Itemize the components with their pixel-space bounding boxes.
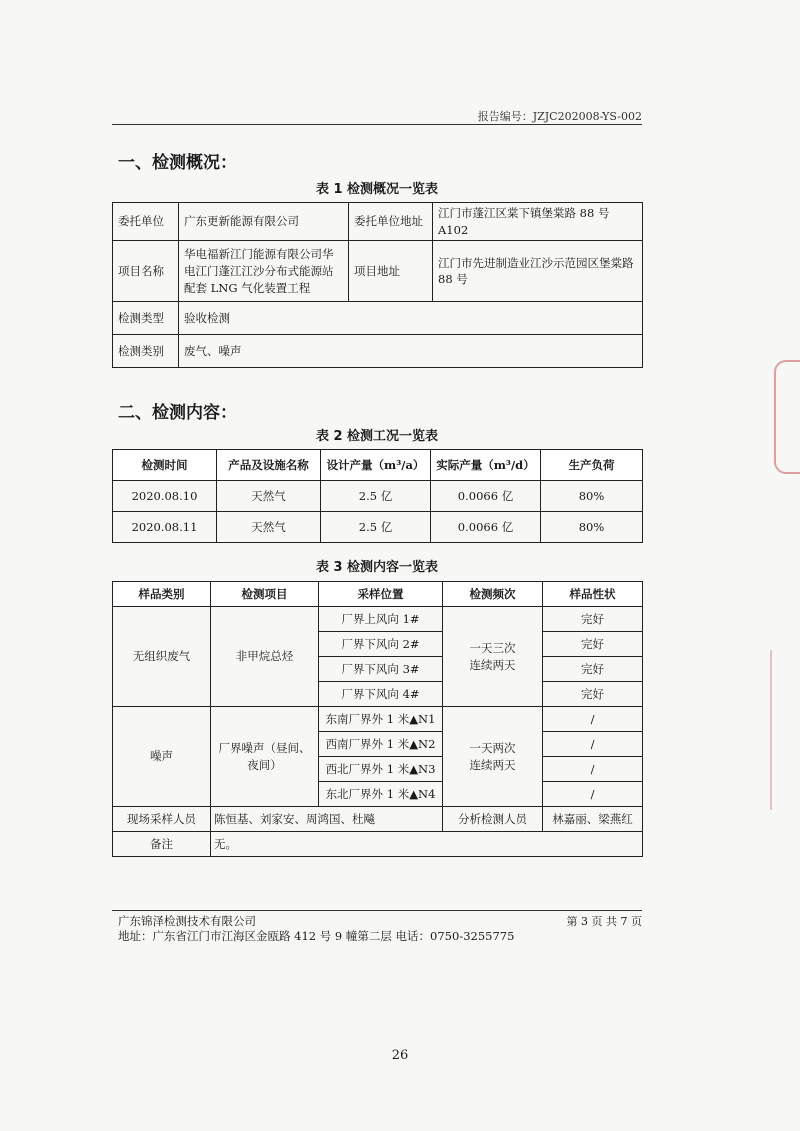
sampling-position: 厂界上风向 1#: [319, 607, 443, 632]
footer-address: 地址：广东省江门市江海区金瓯路 412 号 9 幢第二层 电话：0750-3255775: [118, 929, 515, 943]
table-row: [113, 512, 643, 543]
sample-state: /: [543, 707, 643, 732]
sample-state: 完好: [543, 607, 643, 632]
client-label: 委托单位: [113, 203, 179, 241]
seal-stamp-icon: [774, 360, 800, 474]
column-header: 样品性状: [543, 582, 643, 607]
table1-caption: 表 1 检测概况一览表: [315, 182, 439, 197]
noise-frequency: 一天两次 连续两天: [443, 707, 543, 807]
sampler-label: 现场采样人员: [113, 807, 211, 832]
table-row: [113, 607, 643, 632]
inspection-category-value: 废气、噪声: [179, 335, 643, 368]
table-cell: 0.0066 亿: [431, 481, 541, 512]
table-row: [113, 832, 643, 857]
table-cell: 天然气: [217, 481, 321, 512]
sample-state: 完好: [543, 682, 643, 707]
table-row: [113, 203, 643, 241]
footer-company: 广东锦泽检测技术有限公司: [118, 914, 256, 928]
inspection-category-label: 检测类别: [113, 335, 179, 368]
table3-caption: 表 3 检测内容一览表: [315, 560, 439, 575]
table-row: [113, 481, 643, 512]
table-cell: 2.5 亿: [321, 512, 431, 543]
table-cell: 80%: [541, 481, 643, 512]
sample-state: /: [543, 757, 643, 782]
header-rule: [112, 124, 642, 125]
gas-category: 无组织废气: [113, 607, 211, 707]
table-cell: 天然气: [217, 512, 321, 543]
table-cell: 80%: [541, 512, 643, 543]
table2-caption: 表 2 检测工况一览表: [315, 429, 439, 444]
project-address-label: 项目地址: [349, 241, 433, 302]
sampling-position: 西北厂界外 1 米▲N3: [319, 757, 443, 782]
column-header: 生产负荷: [541, 450, 643, 481]
table-header-row: [113, 450, 643, 481]
sampling-position: 东南厂界外 1 米▲N1: [319, 707, 443, 732]
table-cell: 0.0066 亿: [431, 512, 541, 543]
sampling-position: 东北厂界外 1 米▲N4: [319, 782, 443, 807]
sampling-position: 西南厂界外 1 米▲N2: [319, 732, 443, 757]
noise-item: 厂界噪声（昼间、夜间）: [211, 707, 319, 807]
page-number: 26: [391, 1048, 409, 1063]
column-header: 设计产量（m³/a）: [321, 450, 431, 481]
table-header-row: [113, 582, 643, 607]
column-header: 检测频次: [443, 582, 543, 607]
client-value: 广东更新能源有限公司: [179, 203, 349, 241]
column-header: 实际产量（m³/d）: [431, 450, 541, 481]
remark-value: 无。: [211, 832, 643, 857]
column-header: 检测时间: [113, 450, 217, 481]
table-cell: 2020.08.11: [113, 512, 217, 543]
sample-state: 完好: [543, 657, 643, 682]
table-cell: 2020.08.10: [113, 481, 217, 512]
sample-state: /: [543, 782, 643, 807]
client-address-value: 江门市蓬江区棠下镇堡棠路 88 号 A102: [433, 203, 643, 241]
sampler-value: 陈恒基、刘家安、周鸿国、杜飚: [211, 807, 443, 832]
noise-category: 噪声: [113, 707, 211, 807]
section-title-overview: 一、检测概况：: [118, 153, 237, 173]
inspection-type-value: 验收检测: [179, 302, 643, 335]
sample-state: /: [543, 732, 643, 757]
sampling-position: 厂界下风向 2#: [319, 632, 443, 657]
project-value: 华电福新江门能源有限公司华电江门蓬江江沙分布式能源站配套 LNG 气化装置工程: [179, 241, 349, 302]
sampling-position: 厂界下风向 4#: [319, 682, 443, 707]
report-number: 报告编号：JZJC202008-YS-002: [477, 110, 642, 123]
footer-rule: [112, 910, 642, 911]
section-title-content: 二、检测内容：: [118, 403, 237, 423]
column-header: 采样位置: [319, 582, 443, 607]
sampling-position: 厂界下风向 3#: [319, 657, 443, 682]
overview-table: [112, 202, 643, 368]
analyst-value: 林嘉丽、梁燕红: [543, 807, 643, 832]
gas-frequency: 一天三次 连续两天: [443, 607, 543, 707]
table-row: [113, 335, 643, 368]
sample-state: 完好: [543, 632, 643, 657]
client-address-label: 委托单位地址: [349, 203, 433, 241]
gas-item: 非甲烷总烃: [211, 607, 319, 707]
project-address-value: 江门市先进制造业江沙示范园区堡棠路 88 号: [433, 241, 643, 302]
inspection-type-label: 检测类型: [113, 302, 179, 335]
seal-stamp-edge-icon: [770, 650, 800, 810]
column-header: 产品及设施名称: [217, 450, 321, 481]
content-table: [112, 581, 643, 857]
analyst-label: 分析检测人员: [443, 807, 543, 832]
column-header: 检测项目: [211, 582, 319, 607]
project-label: 项目名称: [113, 241, 179, 302]
table-row: [113, 302, 643, 335]
footer-page-info: 第 3 页 共 7 页: [566, 915, 642, 928]
table-cell: 2.5 亿: [321, 481, 431, 512]
table-row: [113, 241, 643, 302]
table-row: [113, 807, 643, 832]
column-header: 样品类别: [113, 582, 211, 607]
conditions-table: [112, 449, 643, 543]
remark-label: 备注: [113, 832, 211, 857]
table-row: [113, 707, 643, 732]
